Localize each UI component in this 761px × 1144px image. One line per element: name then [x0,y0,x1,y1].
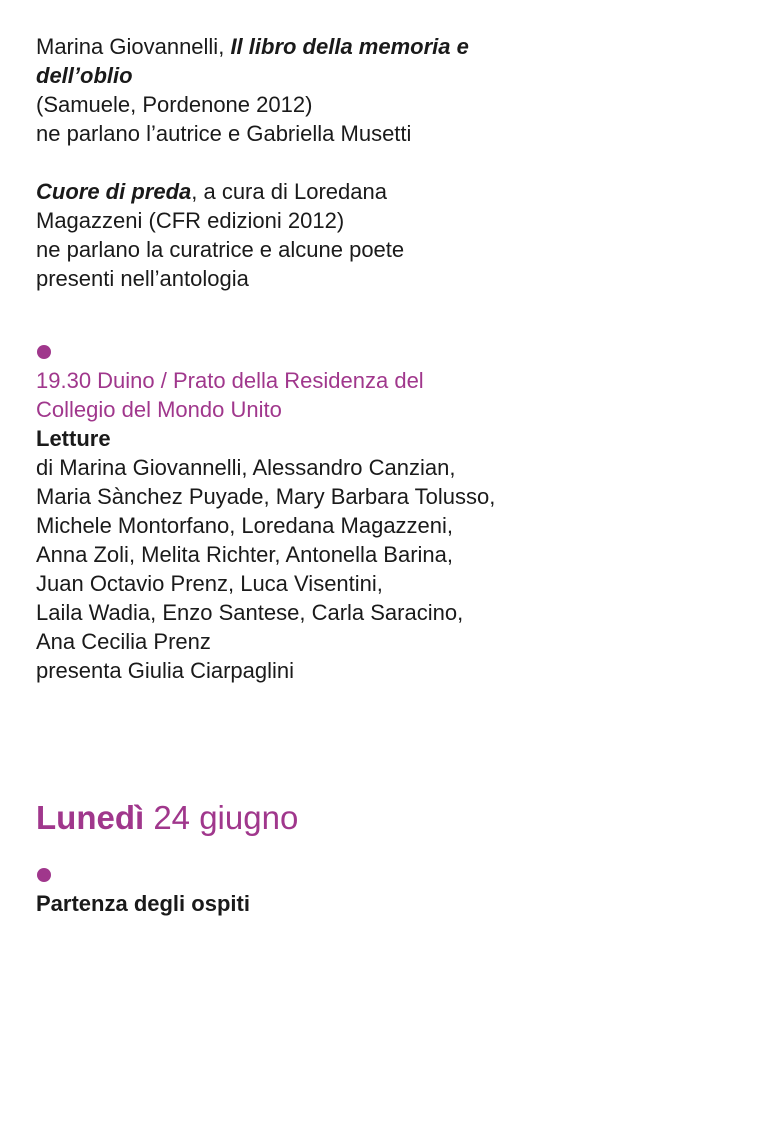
book2-publisher: Magazzeni (CFR edizioni 2012) [36,208,345,233]
book1-author: Marina Giovannelli, [36,34,231,59]
bullet-dot-icon [37,345,51,359]
book1-title: Il libro della memoria e [230,34,469,59]
book1-publisher: (Samuele, Pordenone 2012) [36,92,313,117]
day-heading [36,798,556,838]
final-event-title: Partenza degli ospiti [36,891,250,916]
event-time-place: 19.30 Duino / Prato della Residenza del [36,368,424,393]
reader-line: Maria Sànchez Puyade, Mary Barbara Tolusso, [36,484,496,509]
reader-line: Michele Montorfano, Loredana Magazzeni, [36,513,454,538]
spacer [36,838,556,860]
event-heading: Letture [36,426,111,451]
reader-line: Ana Cecilia Prenz [36,629,211,654]
bullet-dot-icon [37,868,51,882]
book2-title-line [36,177,556,206]
reader-line: di Marina Giovannelli, Alessandro Canzian, [36,455,456,480]
program-page [36,32,556,918]
event-presenter: presenta Giulia Ciarpaglini [36,658,295,683]
book1-discussants: ne parlano l’autrice e Gabriella Musetti [36,121,412,146]
book2-discussants: ne parlano la curatrice e alcune poete [36,237,405,262]
book2-title: Cuore di preda [36,179,192,204]
book2-editor: , a cura di Loredana [191,179,387,204]
spacer [36,148,556,177]
day-weekday: Lunedì [36,799,145,836]
book2-discussants-continued: presenti nell’antologia [36,266,249,291]
book1-title-continued: dell’oblio [36,63,133,88]
spacer [36,685,556,798]
event-time-place-continued: Collegio del Mondo Unito [36,397,282,422]
reader-line: Laila Wadia, Enzo Santese, Carla Saracino, [36,600,464,625]
day-date: 24 giugno [144,799,299,836]
book1-author-title-line [36,32,556,61]
reader-line: Anna Zoli, Melita Richter, Antonella Barina, [36,542,454,567]
reader-line: Juan Octavio Prenz, Luca Visentini, [36,571,383,596]
spacer [36,293,556,337]
